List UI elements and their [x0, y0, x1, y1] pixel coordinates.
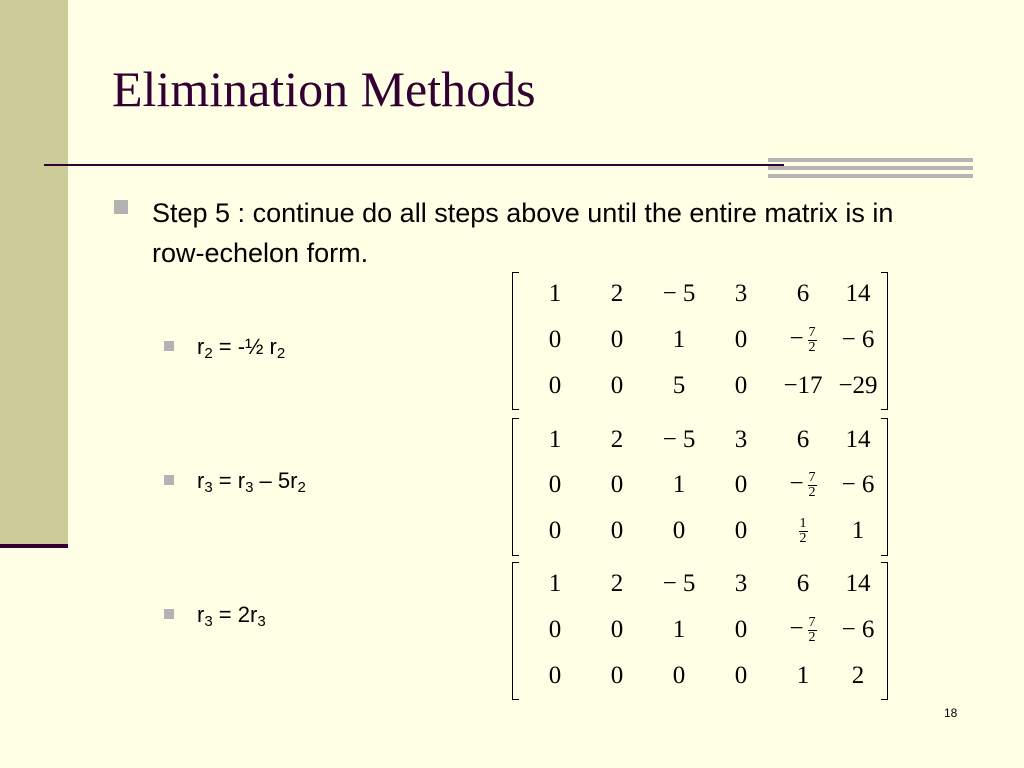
operation-text: $r_3 = r_3 - 5r_2$ — [197, 468, 306, 496]
matrix-row — [524, 508, 882, 554]
right-bracket — [881, 562, 888, 700]
right-bracket — [881, 272, 888, 410]
matrix-cell: 6 — [796, 280, 810, 308]
matrix-cell: − 6 — [841, 325, 875, 353]
fraction-denominator: 2 — [808, 484, 816, 500]
matrix-cell: − 5 — [662, 280, 696, 308]
matrix-cell: 3 — [734, 280, 748, 308]
matrix-cell: 0 — [610, 371, 624, 399]
fraction — [808, 326, 817, 355]
matrix-cell: 0 — [734, 470, 748, 498]
matrix-cell: − 6 — [841, 615, 875, 643]
matrix-cell: 0 — [734, 371, 748, 399]
matrix-cell: 0 — [672, 661, 686, 689]
matrix-cell: 2 — [610, 425, 624, 453]
left-band-rule — [0, 544, 68, 548]
fraction-sign: − — [789, 615, 804, 643]
fraction — [799, 517, 808, 546]
matrix-cell: 6 — [796, 425, 810, 453]
matrix-cell: 0 — [610, 325, 624, 353]
matrix-cell: 3 — [734, 570, 748, 598]
left-bracket — [512, 418, 519, 556]
matrix-step-2 — [512, 418, 888, 554]
fraction-sign: − — [789, 325, 804, 353]
matrix-cell: − 5 — [662, 425, 696, 453]
matrix-cell: 14 — [845, 425, 871, 453]
accent-stripe — [768, 174, 973, 178]
left-decorative-band — [0, 0, 68, 548]
accent-stripe — [768, 158, 973, 162]
matrix-row — [524, 654, 882, 698]
left-bracket — [512, 562, 519, 700]
bullet-square-icon — [164, 609, 174, 619]
fraction-denominator: 2 — [808, 629, 816, 645]
left-bracket — [512, 272, 519, 410]
matrix-cell: 0 — [734, 516, 748, 544]
fraction — [808, 471, 817, 500]
matrix-cell: 0 — [734, 615, 748, 643]
accent-stripe — [768, 166, 973, 170]
matrix-row — [524, 364, 882, 408]
bullet-square-icon — [114, 200, 128, 214]
matrix-cell: 3 — [734, 425, 748, 453]
fraction-denominator: 2 — [799, 530, 807, 546]
matrix-cell: 0 — [548, 661, 562, 689]
matrix-cell: 0 — [610, 615, 624, 643]
matrix-table — [524, 562, 882, 698]
operation-text: $r_3 = 2r_3$ — [197, 602, 266, 630]
matrix-cell — [772, 316, 834, 363]
matrix-step-3 — [512, 562, 888, 698]
matrix-step-1 — [512, 272, 888, 408]
fraction — [808, 616, 817, 645]
matrix-cell: 1 — [851, 516, 865, 544]
matrix-row — [524, 462, 882, 508]
matrix-cell: 0 — [734, 325, 748, 353]
slide-title: Elimination Methods — [112, 61, 536, 117]
bullet-square-icon — [164, 475, 174, 485]
fraction-numerator: 7 — [808, 614, 816, 630]
matrix-row — [524, 562, 882, 606]
fraction-denominator: 2 — [808, 339, 816, 355]
matrix-cell: 2 — [610, 280, 624, 308]
matrix-cell: 1 — [672, 470, 686, 498]
matrix-cell: 0 — [672, 516, 686, 544]
bullet-square-icon — [164, 341, 174, 351]
matrix-cell: − 6 — [841, 470, 875, 498]
accent-stripes — [768, 158, 973, 178]
matrix-cell — [772, 606, 834, 653]
matrix-cell: 0 — [548, 615, 562, 643]
matrix-cell: 0 — [548, 325, 562, 353]
fraction-numerator: 1 — [799, 515, 807, 531]
matrix-cell: 1 — [796, 661, 810, 689]
matrix-cell: 0 — [548, 371, 562, 399]
matrix-cell: − 5 — [662, 570, 696, 598]
matrix-cell — [772, 462, 834, 508]
matrix-cell — [772, 508, 834, 554]
matrix-row — [524, 316, 882, 363]
matrix-cell: 0 — [610, 516, 624, 544]
matrix-table — [524, 418, 882, 554]
main-bullet-text: Step 5 : continue do all steps above until the entire matrix is in row-echelon form. — [152, 198, 894, 268]
matrix-cell: 1 — [548, 425, 562, 453]
matrix-cell: 2 — [610, 570, 624, 598]
matrix-cell: 6 — [796, 570, 810, 598]
operation-text: $r_2$ = -½ $r_2$ — [197, 334, 286, 362]
matrix-cell: 1 — [548, 570, 562, 598]
matrix-table — [524, 272, 882, 408]
fraction-numerator: 7 — [808, 469, 816, 485]
matrix-cell: 1 — [672, 615, 686, 643]
matrix-row — [524, 418, 882, 462]
matrix-cell: 14 — [845, 280, 871, 308]
title-underline-rule — [44, 164, 784, 166]
matrix-row — [524, 272, 882, 316]
matrix-cell: 0 — [548, 516, 562, 544]
matrix-cell: 0 — [610, 661, 624, 689]
matrix-cell: −29 — [838, 371, 878, 399]
slide-number: 18 — [944, 706, 958, 720]
right-bracket — [881, 418, 888, 556]
matrix-cell: 14 — [845, 570, 871, 598]
matrix-cell: −17 — [783, 371, 823, 399]
matrix-cell: 5 — [672, 371, 686, 399]
fraction-numerator: 7 — [808, 324, 816, 340]
matrix-cell: 0 — [734, 661, 748, 689]
matrix-cell: 0 — [548, 470, 562, 498]
matrix-row — [524, 606, 882, 653]
matrix-cell: 1 — [672, 325, 686, 353]
matrix-cell: 1 — [548, 280, 562, 308]
matrix-cell: 2 — [851, 661, 865, 689]
fraction-sign: − — [789, 469, 804, 497]
matrix-cell: 0 — [610, 470, 624, 498]
